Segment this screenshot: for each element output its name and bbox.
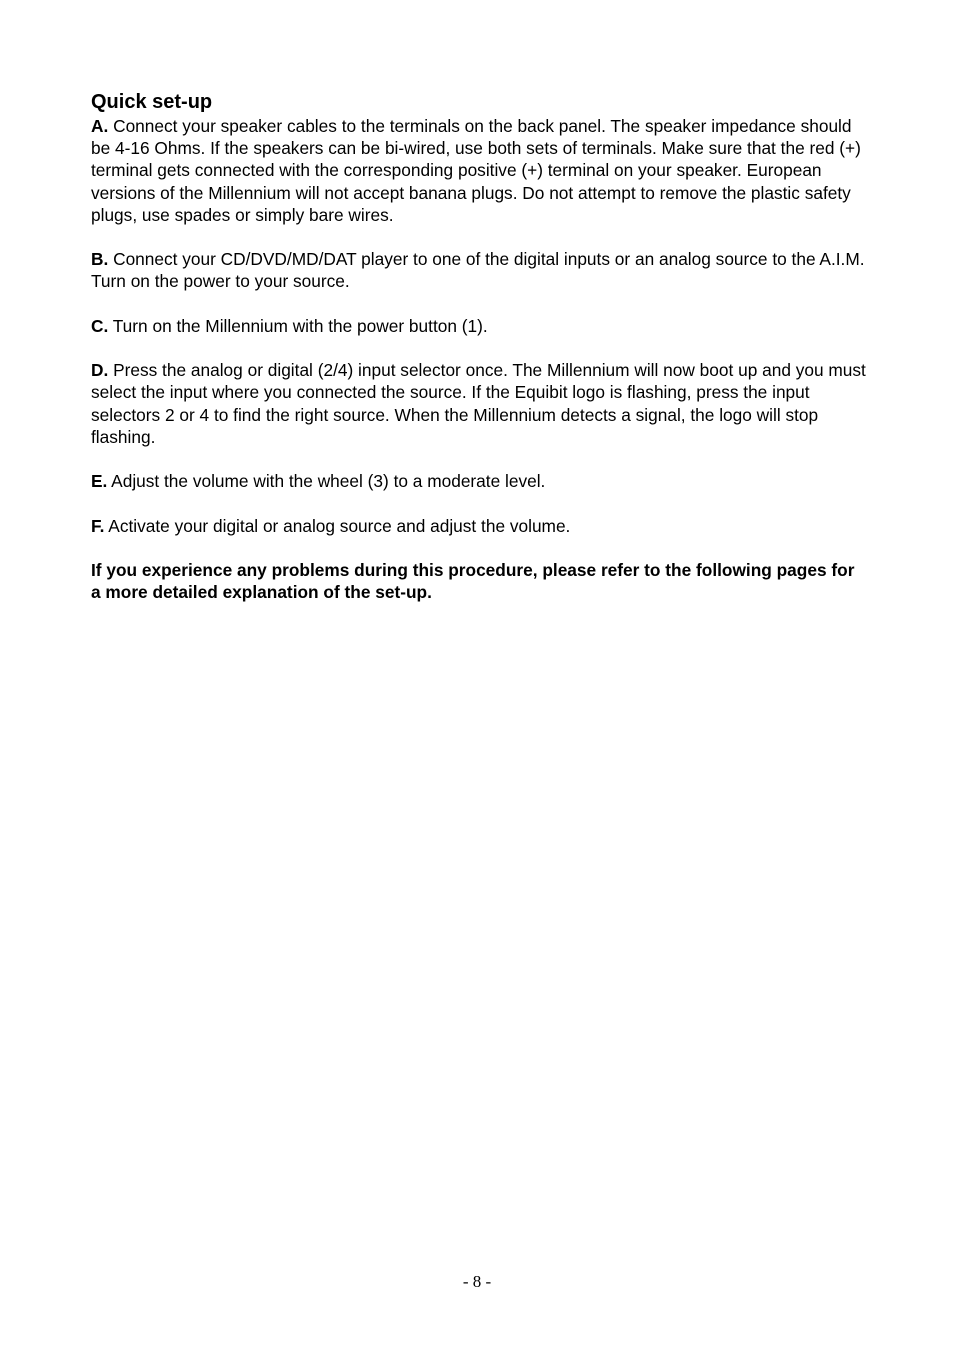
step-text: Connect your speaker cables to the terminals on the back panel. The speaker impedance should be 4-16 Ohms. If the speakers can be bi-wired, use both sets of terminals. Make sure that the red (+) terminal gets connected with the corresponding positive (+) terminal on your speaker. European versions of the Millennium will not accept banana plugs. Do not attempt to remove the plastic safety plugs, use spades or simply bare wires.	[91, 116, 861, 225]
step-letter: F.	[91, 515, 105, 536]
step-text: Press the analog or digital (2/4) input selector once. The Millennium will now boot up and you must select the input where you connected the source. If the Equibit logo is flashing, press the input selectors 2 or 4 to find the right source. When the Millennium detects a signal, the logo will stop flashing.	[91, 360, 866, 447]
step-letter: E.	[91, 471, 108, 492]
step-d	[91, 359, 866, 448]
page-number: - 8 -	[462, 1272, 492, 1291]
step-letter: C.	[91, 315, 109, 336]
step-text: Turn on the Millennium with the power button (1).	[108, 315, 488, 336]
step-c	[91, 315, 866, 337]
step-a	[91, 115, 866, 226]
step-letter: D.	[91, 360, 109, 381]
step-text: Activate your digital or analog source and adjust the volume.	[104, 515, 571, 536]
step-b	[91, 248, 866, 292]
step-letter: A.	[91, 116, 109, 136]
section-heading: Quick set-up	[91, 91, 213, 113]
step-e	[91, 470, 866, 492]
step-f	[91, 515, 866, 537]
step-text: Adjust the volume with the wheel (3) to a moderate level.	[107, 471, 546, 492]
step-letter: B.	[91, 249, 109, 270]
troubleshooting-note: If you experience any problems during this procedure, please refer to the following pages for a more detailed explanation of the set-up.	[91, 559, 855, 603]
page-content	[91, 89, 866, 626]
step-text: Connect your CD/DVD/MD/DAT player to one of the digital inputs or an analog source to the A.I.M. Turn on the power to your source.	[91, 249, 865, 292]
